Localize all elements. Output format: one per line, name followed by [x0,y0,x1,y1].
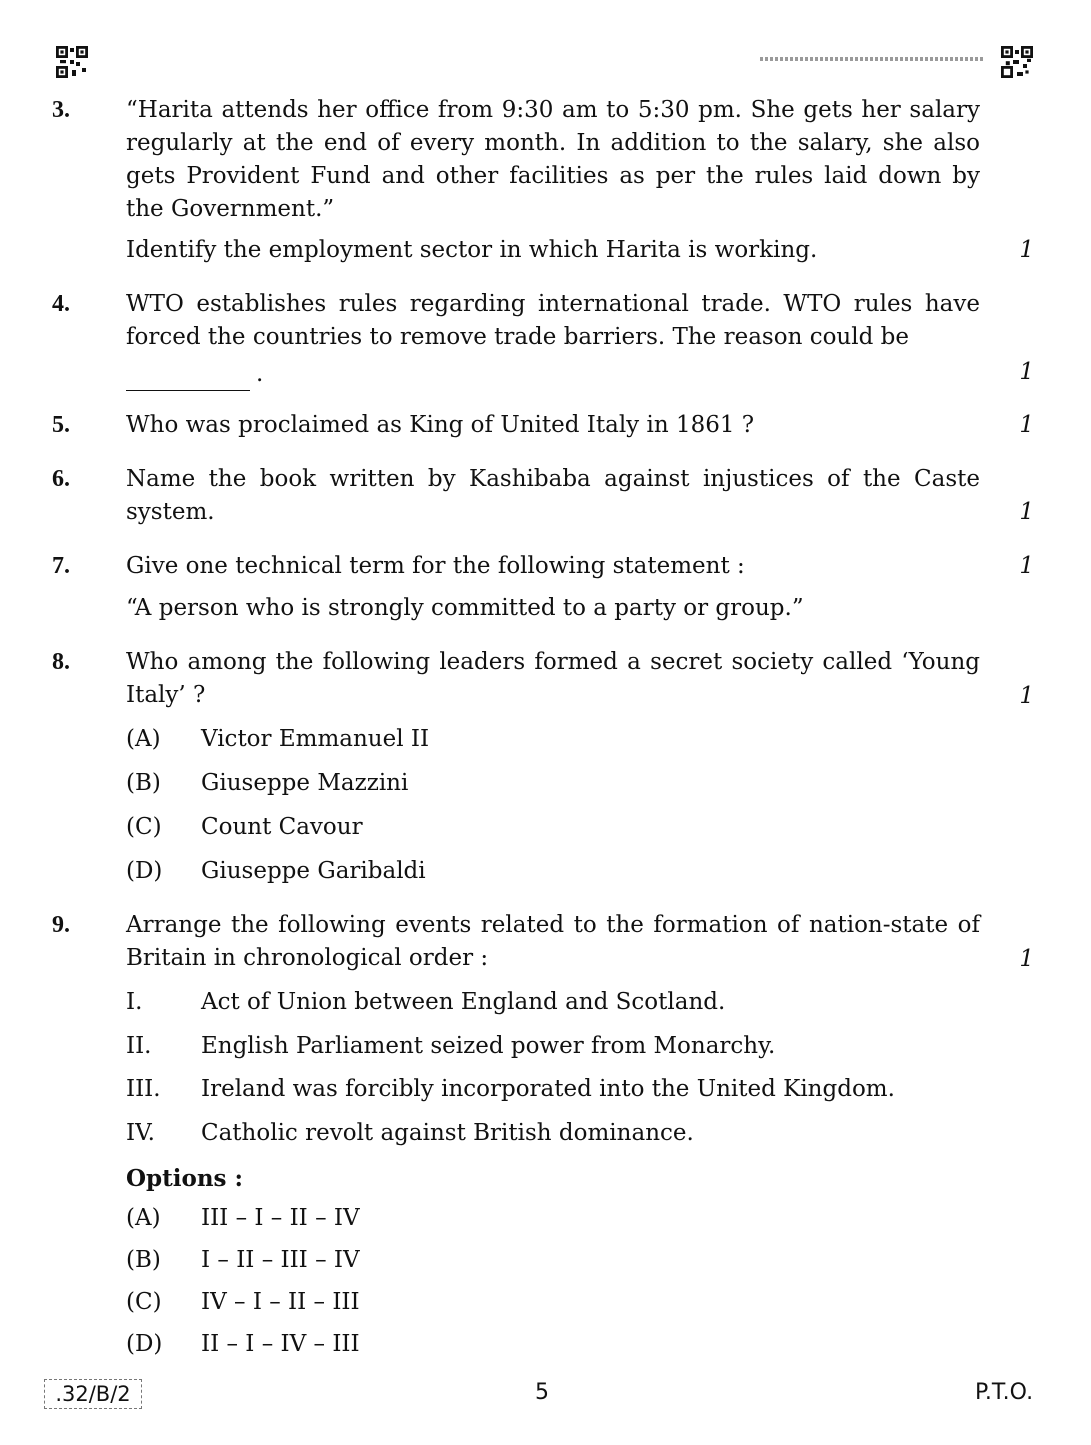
question-body [126,646,980,712]
question-body [126,463,980,529]
option-text: Giuseppe Mazzini [201,770,409,796]
option-label: (A) [126,726,161,752]
question-number: 7. [52,553,70,579]
option-label: (D) [126,858,163,884]
option-text: Giuseppe Garibaldi [201,858,426,884]
question-number: 6. [52,466,70,492]
question-6 [52,463,1042,533]
question-7 [52,550,1042,630]
event-label: III. [126,1076,161,1102]
option-text: I – II – III – IV [201,1247,360,1273]
question-tail: . [256,361,264,387]
option-text: II – I – IV – III [201,1331,360,1357]
question-3 [52,94,1042,274]
marks: 1 [1019,412,1034,438]
question-text: Arrange the following events related to the formation of nation-state of Britain in chronological order : [126,912,980,971]
question-number: 9. [52,912,70,938]
question-text: WTO establishes rules regarding international trade. WTO rules have forced the countries to remove trade barriers. The reason could be [126,291,980,350]
question-9 [52,909,1042,1359]
question-body [126,409,980,442]
option-label: (B) [126,1247,161,1273]
options-heading: Options : [126,1165,243,1192]
marks: 1 [1019,553,1034,579]
marks: 1 [1019,946,1034,972]
option-label: (C) [126,1289,162,1315]
option-text: Count Cavour [201,814,363,840]
event-text: Ireland was forcibly incorporated into the United Kingdom. [201,1076,895,1102]
question-4 [52,288,1042,388]
question-instruction: Identify the employment sector in which Harita is working. [126,237,818,263]
event-label: II. [126,1033,152,1059]
question-text: “Harita attends her office from 9:30 am to 5:30 pm. She gets her salary regularly at the end of every month. In addition to the salary, she also gets Provident Fund and other facilities as per the rules laid down by the Government.” [126,97,980,222]
question-text: Give one technical term for the following statement : [126,553,745,579]
option-text: IV – I – II – III [201,1289,360,1315]
option-label: (B) [126,770,161,796]
question-body [126,909,980,975]
question-number: 5. [52,412,70,438]
question-number: 3. [52,97,70,123]
event-label: I. [126,989,143,1015]
question-number: 4. [52,291,70,317]
question-text: Who was proclaimed as King of United Italy in 1861 ? [126,412,755,438]
question-body [126,550,980,625]
paper-code: .32/B/2 [44,1379,142,1409]
question-quote: “A person who is strongly committed to a party or group.” [126,595,804,621]
marks: 1 [1019,359,1034,385]
qr-code-icon [1001,46,1033,78]
question-8 [52,646,1042,886]
please-turn-over: P.T.O. [975,1380,1034,1405]
option-text: Victor Emmanuel II [201,726,430,752]
marks: 1 [1019,499,1034,525]
question-text: Name the book written by Kashibaba against injustices of the Caste system. [126,466,980,525]
answer-blank [126,368,250,391]
event-text: Act of Union between England and Scotland. [201,989,726,1015]
security-microtext-line [760,57,984,61]
option-label: (C) [126,814,162,840]
marks: 1 [1019,683,1034,709]
page-number: 5 [535,1380,549,1405]
question-5 [52,409,1042,449]
question-body [126,94,980,267]
option-label: (A) [126,1205,161,1231]
option-text: III – I – II – IV [201,1205,360,1231]
event-label: IV. [126,1120,155,1146]
marks: 1 [1019,237,1034,263]
qr-code-icon [56,46,88,78]
option-label: (D) [126,1331,163,1357]
event-text: English Parliament seized power from Monarchy. [201,1033,776,1059]
event-text: Catholic revolt against British dominance. [201,1120,694,1146]
question-text: Who among the following leaders formed a secret society called ‘Young Italy’ ? [126,649,980,708]
question-body [126,288,980,391]
question-number: 8. [52,649,70,675]
